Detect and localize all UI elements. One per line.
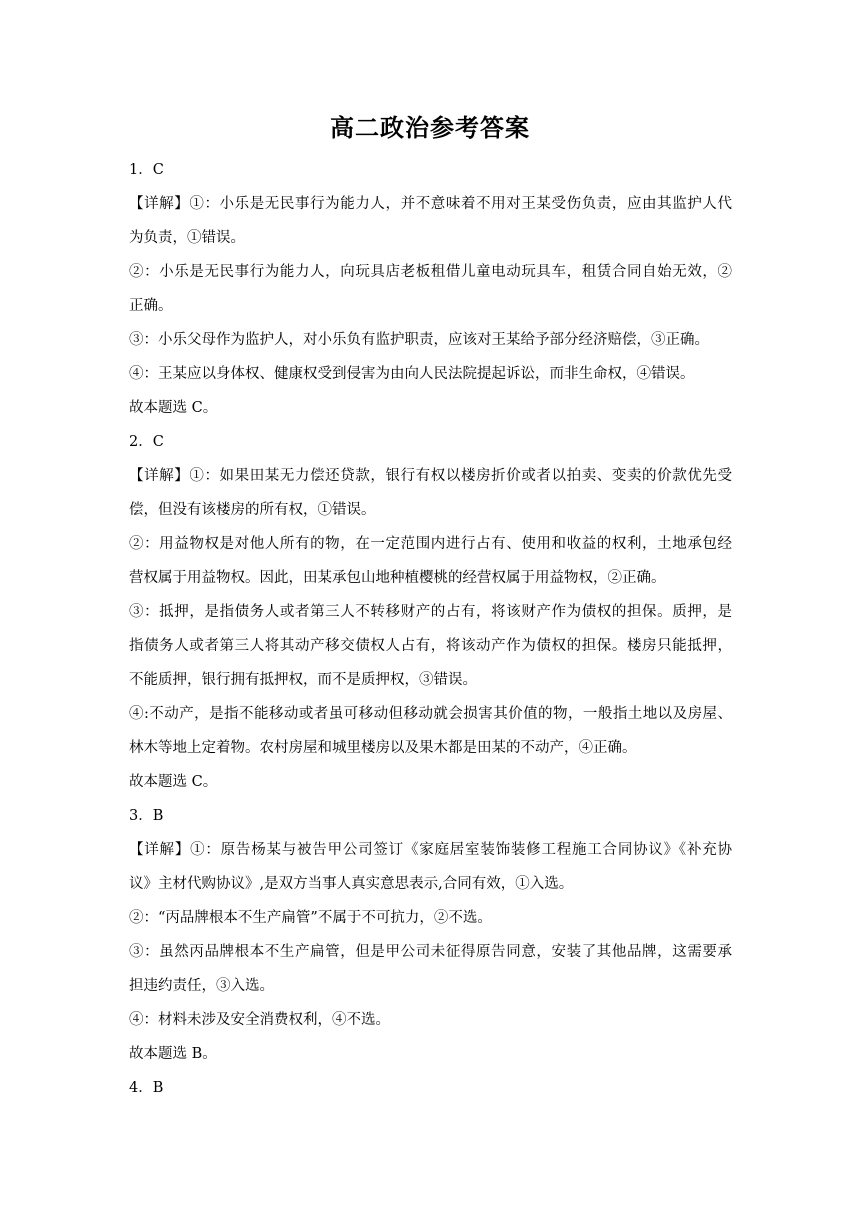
text-line: 林木等地上定着物。农村房屋和城里楼房以及果木都是田某的不动产，④正确。 [129,740,637,756]
text-line: ③：虽然丙品牌根本不生产扁管，但是甲公司未征得原告同意，安装了其他品牌，这需要承 [129,944,732,960]
text-line: ④：材料未涉及安全消费权利，④不选。 [129,1012,390,1028]
answer-body [129,153,732,1105]
text-line: 营权属于用益物权。因此，田某承包山地种植樱桃的经营权属于用益物权，②正确。 [129,570,666,586]
page-title: 高二政治参考答案 [330,114,530,142]
text-line: ③：小乐父母作为监护人，对小乐负有监护职责，应该对王某给予部分经济赔偿，③正确。 [129,332,709,348]
text-line: 不能质押，银行拥有抵押权，而不是质押权，③错误。 [129,672,477,688]
text-line: 4．B [129,1080,164,1096]
text-line: ④：王某应以身体权、健康权受到侵害为由向人民法院提起诉讼，而非生命权，④错误。 [129,366,695,382]
text-line: 正确。 [129,298,173,314]
text-line: 故本题选 C。 [129,400,218,416]
text-line: 议》主材代购协议》,是双方当事人真实意思表示,合同有效，①入选。 [129,876,574,892]
text-line: 3．B [129,808,164,824]
text-line: 为负责，①错误。 [129,230,245,246]
text-line: 【详解】①：如果田某无力偿还贷款，银行有权以楼房折价或者以拍卖、变卖的价款优先受 [129,468,732,484]
text-line: ④:不动产，是指不能移动或者虽可移动但移动就会损害其价值的物，一般指土地以及房屋、 [129,706,732,722]
text-line: 1．C [129,162,164,178]
text-line: 故本题选 B。 [129,1046,217,1062]
text-line: ②：小乐是无民事行为能力人，向玩具店老板租借儿童电动玩具车，租赁合同自始无效，② [129,264,732,280]
text-line: 指债务人或者第三人将其动产移交债权人占有，将该动产作为债权的担保。楼房只能抵押， [129,638,732,654]
text-line: 【详解】①：原告杨某与被告甲公司签订《家庭居室装饰装修工程施工合同协议》《补充协 [129,842,732,858]
text-line: ②：用益物权是对他人所有的物，在一定范围内进行占有、使用和收益的权利，土地承包经 [129,536,732,552]
text-line: 【详解】①：小乐是无民事行为能力人，并不意味着不用对王某受伤负责，应由其监护人代 [129,196,732,212]
text-line: 2．C [129,434,164,450]
text-line: ②：“丙品牌根本不生产扁管”不属于不可抗力，②不选。 [129,910,492,926]
text-line: ③：抵押，是指债务人或者第三人不转移财产的占有，将该财产作为债权的担保。质押，是 [129,604,732,620]
text-line: 担违约责任，③入选。 [129,978,274,994]
text-line: 偿，但没有该楼房的所有权，①错误。 [129,502,376,518]
text-line: 故本题选 C。 [129,774,218,790]
